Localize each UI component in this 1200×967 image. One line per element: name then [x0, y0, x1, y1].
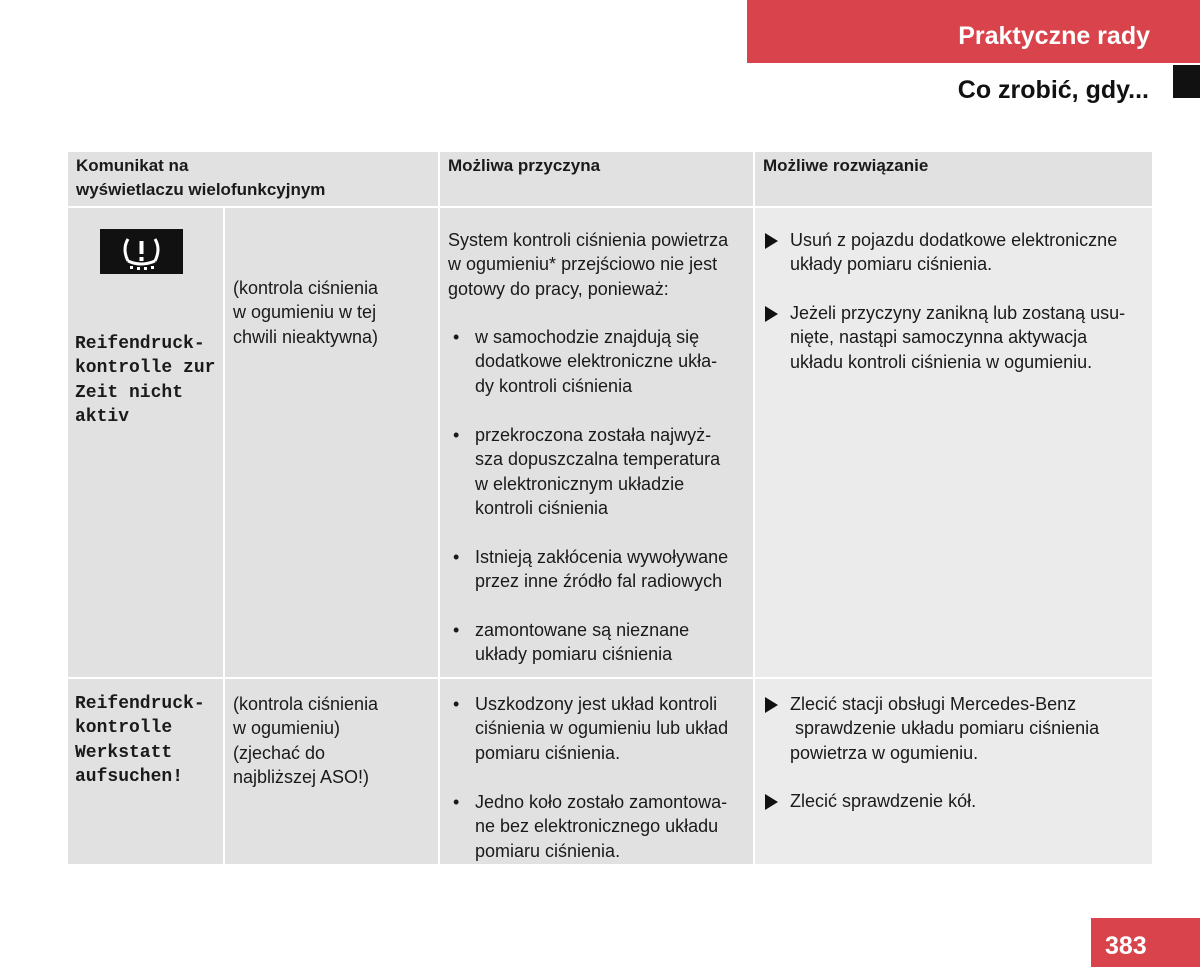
- header-message-line2: wyświetlaczu wielofunkcyjnym: [76, 180, 326, 199]
- row2-message-cell: [68, 679, 223, 864]
- arrow-right-icon: [765, 697, 778, 713]
- text-line: układu kontroli ciśnienia w ogumieniu.: [790, 351, 1093, 372]
- section-tab: [747, 0, 1200, 63]
- text-line: pomiaru ciśnienia.: [475, 840, 621, 861]
- text-line: Jeżeli przyczyny zanikną lub zostaną usu-: [790, 303, 1126, 323]
- section-title: Praktyczne rady: [958, 22, 1150, 50]
- message-line: Reifendruck-: [75, 334, 205, 354]
- row1-cause-cell: [440, 208, 753, 677]
- header-solution: [755, 152, 1152, 206]
- message-line: kontrolle zur: [75, 358, 216, 379]
- solution-step: [763, 692, 1144, 765]
- row1-solution-cell: [755, 208, 1152, 677]
- note-line: (zjechać do: [233, 742, 326, 763]
- text-line: ciśnienia w ogumieniu lub układ: [475, 718, 729, 739]
- header-cause: [440, 152, 753, 206]
- message-line: aktiv: [75, 406, 130, 427]
- note-line: (kontrola ciśnienia: [233, 694, 379, 714]
- page-number-label: 383: [1105, 932, 1147, 960]
- text-line: układy pomiaru ciśnienia: [475, 644, 673, 665]
- row1-note-cell: [225, 208, 438, 677]
- row2-note-cell: [225, 679, 438, 864]
- bullet-dot: •: [453, 425, 460, 445]
- bullet-dot: •: [453, 694, 460, 714]
- text-line: w samochodzie znajdują się: [475, 327, 700, 347]
- text-line: Uszkodzony jest układ kontroli: [475, 694, 718, 714]
- cause-bullet: [448, 692, 749, 765]
- text-line: nięte, nastąpi samoczynna aktywacja: [790, 327, 1088, 348]
- text-line: Jedno koło zostało zamontowa-: [475, 792, 728, 812]
- text-line: dodatkowe elektroniczne ukła-: [475, 351, 718, 372]
- text-line: Istnieją zakłócenia wywoływane: [475, 547, 729, 567]
- cause-bullet: [448, 545, 749, 594]
- text-line: zamontowane są nieznane: [475, 620, 690, 640]
- row2-message: [75, 692, 205, 789]
- cause-bullet: [448, 423, 749, 520]
- text-line: przez inne źródło fal radiowych: [475, 571, 723, 592]
- bullet-dot: •: [453, 792, 460, 812]
- tire-pressure-warning-icon: [100, 229, 183, 274]
- row1-message-cell: [68, 208, 223, 677]
- arrow-right-icon: [765, 794, 778, 810]
- info-table: [68, 152, 1152, 864]
- text-line: dy kontroli ciśnienia: [475, 375, 633, 396]
- note-line: (kontrola ciśnienia: [233, 278, 379, 298]
- row2-cause-cell: [440, 679, 753, 864]
- note-line: w ogumieniu): [233, 718, 341, 739]
- solution-step: [763, 301, 1144, 374]
- arrow-right-icon: [765, 306, 778, 322]
- bullet-dot: •: [453, 547, 460, 567]
- bullet-dot: •: [453, 620, 460, 640]
- header-cause-label: Możliwa przyczyna: [448, 156, 601, 175]
- text-line: przekroczona została najwyż-: [475, 425, 712, 445]
- cause-bullet: [448, 618, 749, 667]
- text-line: Usuń z pojazdu dodatkowe elektroniczne: [790, 230, 1118, 250]
- note-line: najbliższej ASO!): [233, 766, 370, 787]
- text-line: ne bez elektronicznego układu: [475, 816, 719, 837]
- text-line: w elektronicznym układzie: [475, 473, 685, 494]
- text-line: powietrza w ogumieniu.: [790, 742, 979, 763]
- text-line: Zlecić stacji obsługi Mercedes-Benz: [790, 694, 1077, 714]
- header-solution-label: Możliwe rozwiązanie: [763, 156, 929, 175]
- row2-note: [233, 692, 378, 789]
- cause-bullet: [448, 790, 749, 863]
- header-message-line1: Komunikat na: [76, 156, 189, 175]
- text-line: System kontroli ciśnienia powietrza: [448, 230, 729, 250]
- text-line: sza dopuszczalna temperatura: [475, 449, 721, 470]
- arrow-right-icon: [765, 233, 778, 249]
- message-line: Werkstatt: [75, 742, 173, 763]
- message-line: kontrolle: [75, 718, 173, 739]
- bullet-dot: •: [453, 327, 460, 347]
- cause-bullet: [448, 325, 749, 398]
- header-message: [68, 152, 438, 206]
- row2-solution-cell: [755, 679, 1152, 864]
- message-line: aufsuchen!: [75, 766, 184, 787]
- row1-cause-intro: [448, 228, 749, 301]
- solution-step: [763, 789, 1144, 813]
- note-line: w ogumieniu w tej: [233, 302, 377, 323]
- text-line: pomiaru ciśnienia.: [475, 742, 621, 763]
- message-line: Zeit nicht: [75, 382, 184, 403]
- text-line: układy pomiaru ciśnienia.: [790, 254, 993, 275]
- note-line: chwili nieaktywna): [233, 326, 379, 347]
- side-marker: [1173, 65, 1200, 98]
- subsection-title: Co zrobić, gdy...: [957, 76, 1149, 104]
- text-line: sprawdzenie układu pomiaru ciśnienia: [790, 718, 1100, 739]
- text-line: gotowy do pracy, ponieważ:: [448, 278, 669, 299]
- text-line: w ogumieniu* przejściowo nie jest: [448, 254, 718, 275]
- solution-step: [763, 228, 1144, 277]
- row1-message: [75, 332, 215, 429]
- message-line: Reifendruck-: [75, 694, 205, 714]
- page-number: [1091, 918, 1200, 967]
- text-line: kontroli ciśnienia: [475, 497, 609, 518]
- text-line: Zlecić sprawdzenie kół.: [790, 791, 977, 811]
- row1-note: [233, 276, 378, 349]
